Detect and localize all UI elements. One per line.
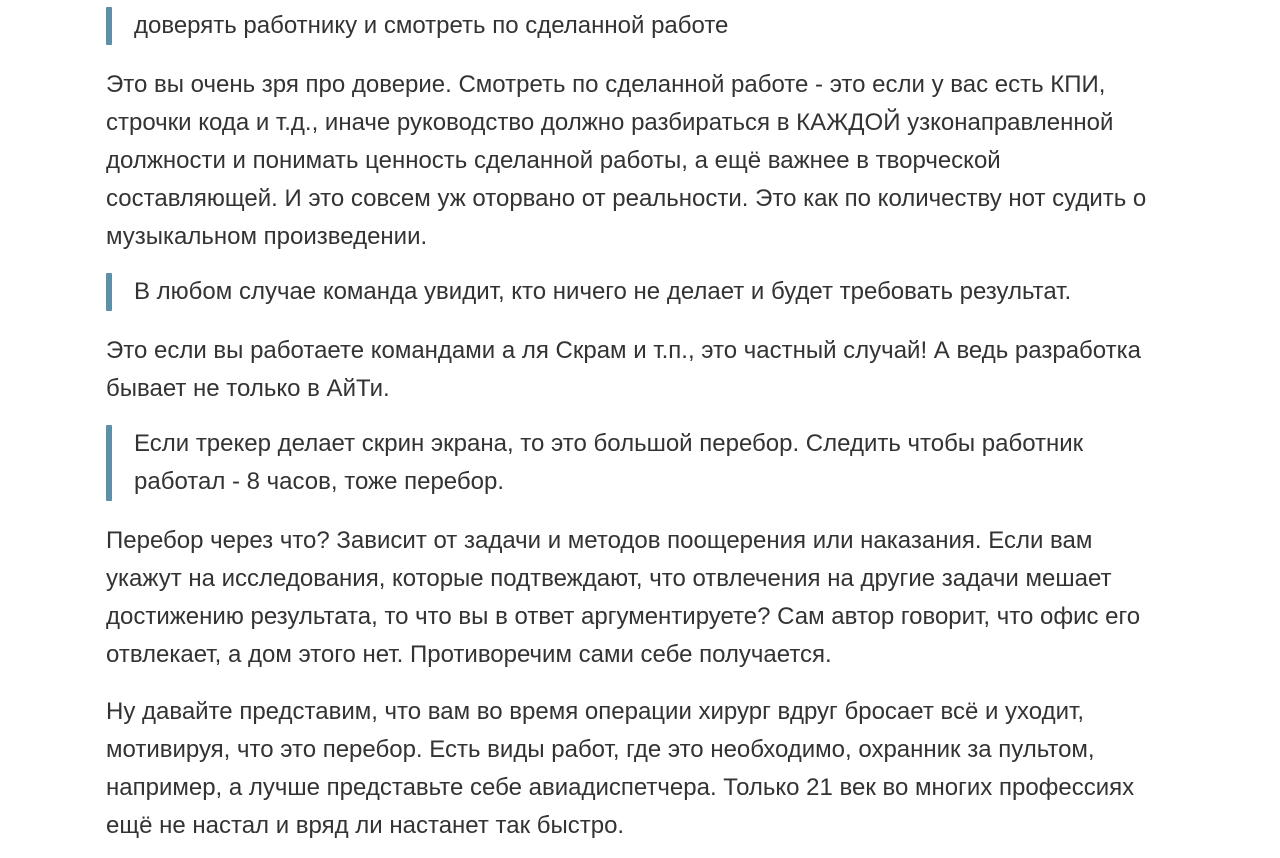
quote-bar [106, 7, 112, 45]
quote-bar [106, 425, 112, 501]
paragraph-line: Перебор через что? Зависит от задачи и методов поощерения или наказания. Если вам [106, 527, 1093, 554]
paragraph-line: мотивируя, что это перебор. Есть виды работ, где это необходимо, охранник за пультом, [106, 736, 1095, 763]
paragraph-line: Это вы очень зря про доверие. Смотреть по сделанной работе - это если у вас есть КПИ, [106, 71, 1106, 98]
paragraph-line: укажут на исследования, которые подтвеждают, что отвлечения на другие задачи мешает [106, 565, 1112, 592]
quote-bar [106, 273, 112, 311]
paragraph-line: строчки кода и т.д., иначе руководство должно разбираться в КАЖДОЙ узконаправленной [106, 109, 1114, 136]
paragraph [106, 332, 1141, 408]
paragraph [106, 66, 1146, 256]
paragraph-line: достижению результата, то что вы в ответ аргументируете? Сам автор говорит, что офис его [106, 603, 1141, 630]
paragraph-line: музыкальном произведении. [106, 223, 428, 250]
paragraph [106, 693, 1134, 845]
paragraph-line: например, а лучше представьте себе авиадиспетчера. Только 21 век во многих профессиях [106, 774, 1135, 801]
quote-line: работал - 8 часов, тоже перебор. [134, 468, 504, 495]
paragraph-line: Это если вы работаете командами а ля Скрам и т.п., это частный случай! А ведь разработка [106, 337, 1141, 364]
blockquote [106, 425, 1083, 501]
paragraph-line: ещё не настал и вряд ли настанет так быстро. [106, 812, 625, 839]
quote-line: Если трекер делает скрин экрана, то это большой перебор. Следить чтобы работник [134, 430, 1084, 457]
paragraph-line: бывает не только в АйТи. [106, 375, 390, 402]
blockquote [106, 273, 1071, 311]
paragraph-line: Ну давайте представим, что вам во время операции хирург вдруг бросает всё и уходит, [106, 698, 1085, 725]
paragraph-line: должности и понимать ценность сделанной работы, а ещё важнее в творческой [106, 147, 1001, 174]
paragraph [106, 522, 1140, 674]
quote-line: доверять работнику и смотреть по сделанной работе [134, 12, 729, 39]
quote-line: В любом случае команда увидит, кто ничего не делает и будет требовать результат. [134, 278, 1072, 305]
blockquote [106, 7, 728, 45]
paragraph-line: составляющей. И это совсем уж оторвано от реальности. Это как по количеству нот судить о [106, 185, 1147, 212]
paragraph-line: отвлекает, а дом этого нет. Противоречим сами себе получается. [106, 641, 832, 668]
